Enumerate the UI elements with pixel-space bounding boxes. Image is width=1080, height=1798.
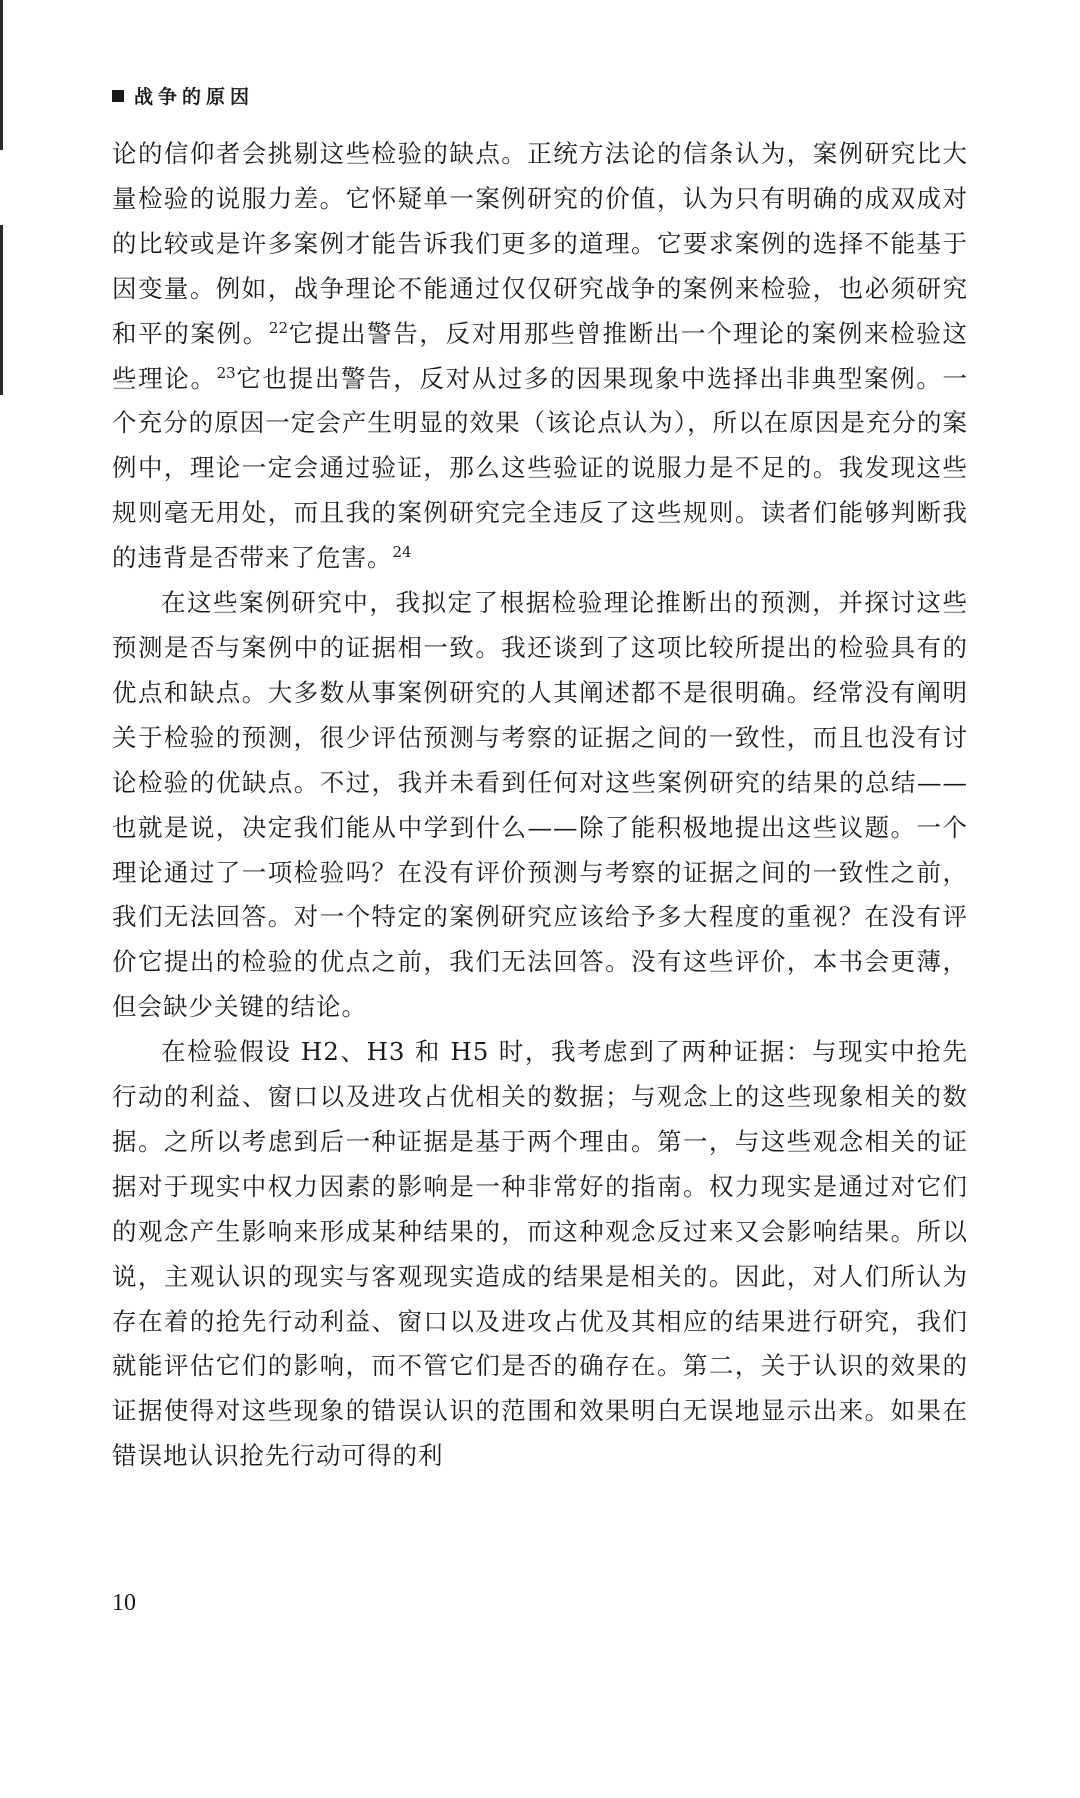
paragraph-text: 在检验假设 H2、H3 和 H5 时，我考虑到了两种证据：与现实中抢先行动的利益、窗口以及进攻占优相关的数据；与观念上的这些现象相关的数据。之所以考虑到后一种证据是基于两个理由。第一，与这些观念相关的证据对于现实中权力因素的影响是一种非常好的指南。权力现实是通过对它们的观念产生影响来形成某种结果的，而这种观念反过来又会影响结果。所以说，主观认识的现实与客观现实造成的结果是相关的。因此，对人们所认为存在着的抢先行动利益、窗口以及进攻占优及其相应的结果进行研究，我们就能评估它们的影响，而不管它们是否的确存在。第二，关于认识的效果的证据使得对这些现象的错误认识的范围和效果明白无误地显示出来。如果在错误地认识抢先行动可得的利: [112, 1037, 968, 1471]
footnote-ref: 23: [216, 363, 236, 382]
scan-edge-mark: [0, 225, 3, 395]
paragraph: [112, 581, 968, 1030]
running-title: 战争的原因: [134, 86, 255, 108]
paragraph-text: 论的信仰者会挑剔这些检验的缺点。正统方法论的信条认为，案例研究比大量检验的说服力差。它怀疑单一案例研究的价值，认为只有明确的成双成对的比较或是许多案例才能告诉我们更多的道理。它要求案例的选择不能基于因变量。例如，战争理论不能通过仅仅研究战争的案例来检验，也必须研究和平的案例。: [112, 139, 968, 348]
footnote-ref: 24: [392, 543, 412, 561]
footnote-ref: 22: [268, 318, 289, 337]
paragraph: [112, 132, 968, 581]
page-number: 10: [112, 1590, 136, 1616]
paragraph-text: 在这些案例研究中，我拟定了根据检验理论推断出的预测，并探讨这些预测是否与案例中的证据相一致。我还谈到了这项比较所提出的检验具有的优点和缺点。大多数从事案例研究的人其阐述都不是很明确。经常没有阐明关于检验的预测，很少评估预测与考察的证据之间的一致性，而且也没有讨论检验的优缺点。不过，我并未看到任何对这些案例研究的结果的总结——也就是说，决定我们能从中学到什么——除了能积极地提出这些议题。一个理论通过了一项检验吗？在没有评价预测与考察的证据之间的一致性之前，我们无法回答。对一个特定的案例研究应该给予多大程度的重视？在没有评价它提出的检验的优点之前，我们无法回答。没有这些评价，本书会更薄，但会缺少关键的结论。: [112, 588, 968, 1022]
body-text: [112, 132, 968, 1479]
paragraph-text: 它提出警告，反对用那些曾推断出一个理论的案例来检验这些理论。: [112, 318, 968, 393]
paragraph: [112, 1030, 968, 1479]
running-head: [112, 82, 254, 109]
square-bullet-icon: [112, 90, 124, 102]
scan-edge-mark: [0, 0, 3, 150]
paragraph-text: 它也提出警告，反对从过多的因果现象中选择出非典型案例。一个充分的原因一定会产生明显的效果（该论点认为），所以在原因是充分的案例中，理论一定会通过验证，那么这些验证的说服力是不足的。我发现这些规则毫无用处，而且我的案例研究完全违反了这些规则。读者们能够判断我的违背是否带来了危害。: [112, 363, 969, 573]
